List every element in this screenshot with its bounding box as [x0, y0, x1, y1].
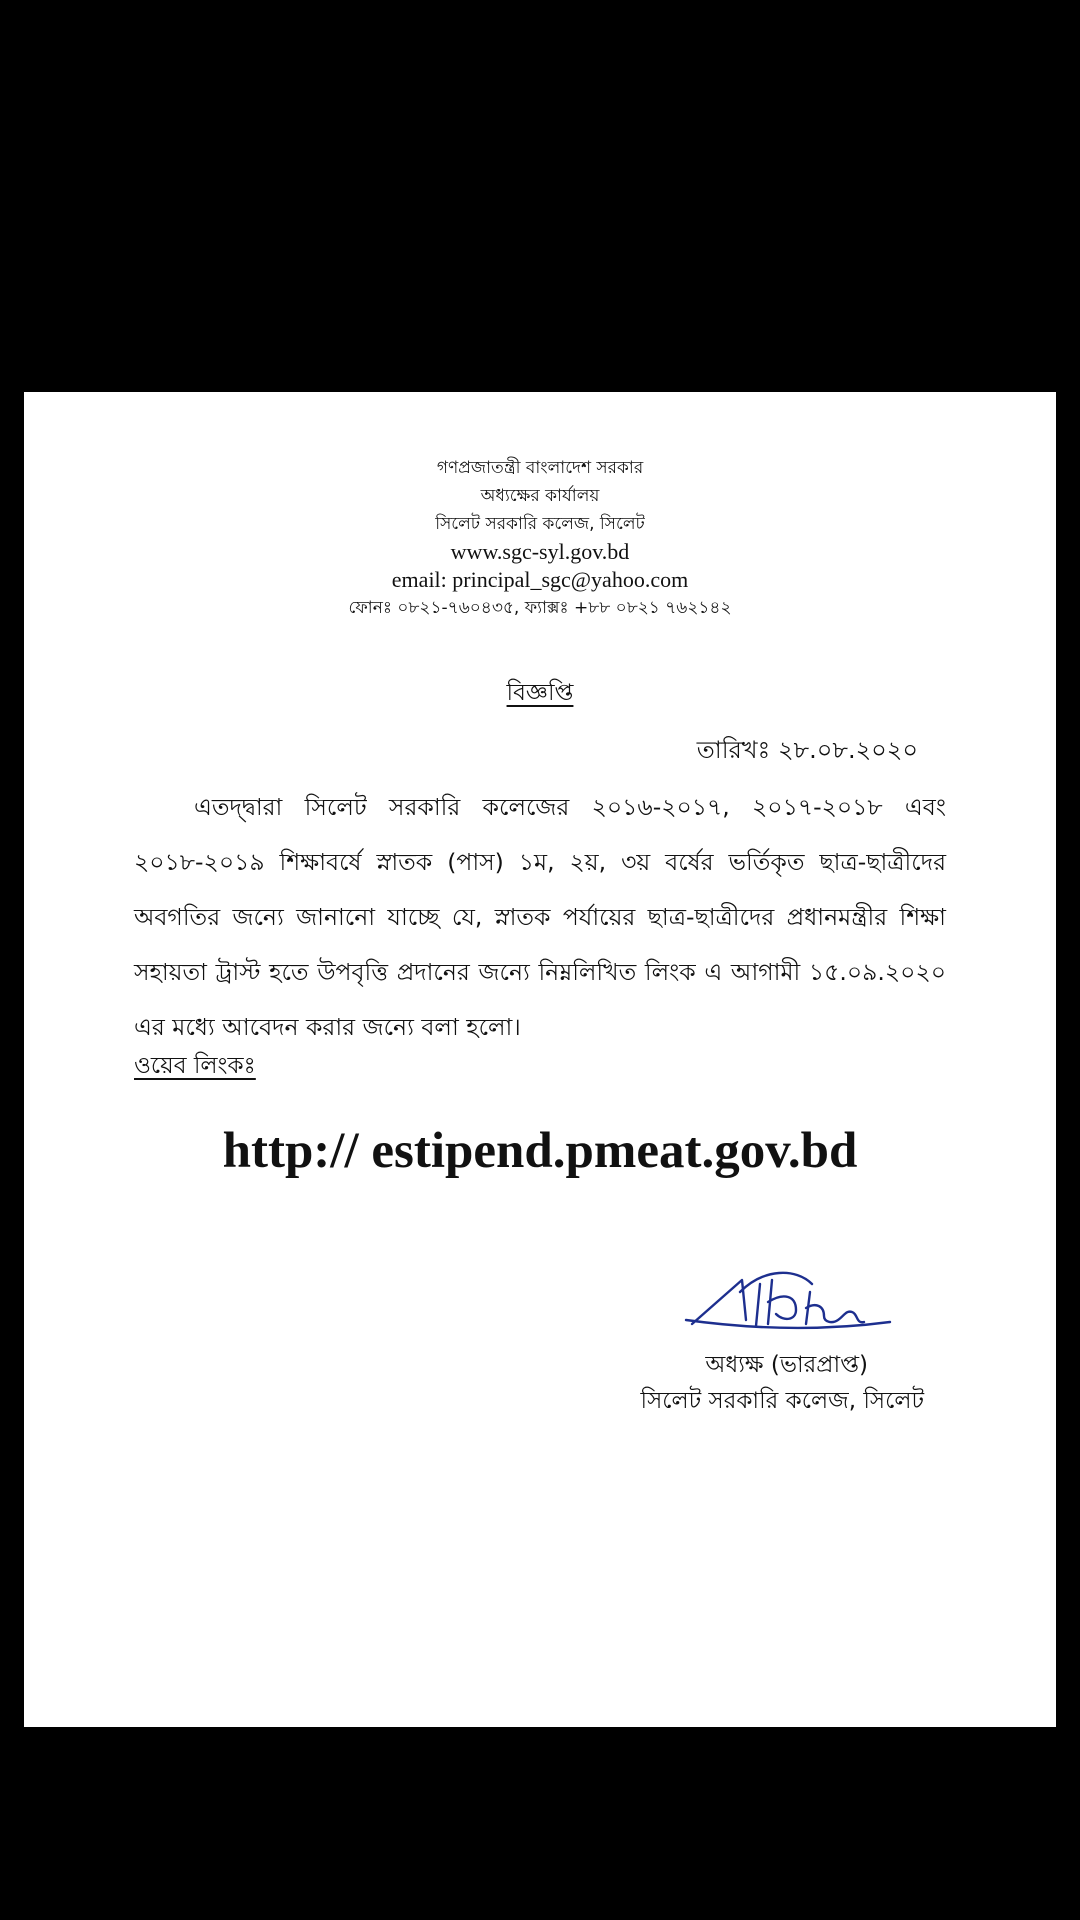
signatory-institution: সিলেট সরকারি কলেজ, সিলেট — [640, 1388, 924, 1414]
notice-document — [24, 392, 1056, 1727]
website: www.sgc-syl.gov.bd — [450, 539, 630, 564]
signature-stroke — [806, 1292, 864, 1324]
signature-stroke — [740, 1273, 812, 1292]
notice-body: এতদ্দ্বারা সিলেট সরকারি কলেজের ২০১৬-২০১৭, ২০১৭-২০১৮ এবং ২০১৮-২০১৯ শিক্ষাবর্ষে স্নাতক (পাস) ১ম, ২য়, ৩য় বর্ষের ভর্তিকৃত ছাত্র-ছাত্রীদের অবগতির জন্যে জানানো যাচ্ছে যে, স্নাতক পর্যায়ের ছাত্র-ছাত্রীদের প্রধানমন্ত্রীর শিক্ষা সহায়তা ট্রাস্ট হতে উপবৃত্তি প্রদানের জন্যে নিম্নলিখিত লিংক এ আগামী ১৫.০৯.২০২০ এর মধ্যে আবেদন করার জন্যে বলা হলো। — [134, 793, 946, 1041]
email: email: principal_sgc@yahoo.com — [391, 567, 689, 592]
stipend-url: http:// estipend.pmeat.gov.bd — [222, 1123, 858, 1179]
letterhead — [24, 454, 1056, 622]
signature-stroke — [756, 1280, 772, 1326]
signature-stroke — [768, 1296, 796, 1318]
phone-fax: ফোনঃ ০৮২১-৭৬০৪৩৫, ফ্যাক্সঃ +৮৮ ০৮২১ ৭৬২১৪২ — [348, 598, 732, 618]
signatory-designation: অধ্যক্ষ (ভারপ্রাপ্ত) — [705, 1352, 868, 1378]
signatory-block — [641, 1347, 925, 1419]
college-name: সিলেট সরকারি কলেজ, সিলেট — [435, 514, 645, 534]
notice-title — [24, 674, 1056, 713]
office-name: অধ্যক্ষের কার্যালয় — [480, 486, 600, 506]
notice-date: তারিখঃ ২৮.০৮.২০২০ — [696, 736, 918, 764]
signature-stroke — [692, 1280, 746, 1324]
govt-name: গণপ্রজাতন্ত্রী বাংলাদেশ সরকার — [436, 458, 644, 478]
web-link-label — [134, 1047, 256, 1086]
notice-title-text: বিজ্ঞপ্তি — [506, 680, 574, 706]
web-link-label-text: ওয়েব লিংকঃ — [134, 1053, 256, 1079]
signature-image — [664, 1262, 904, 1352]
